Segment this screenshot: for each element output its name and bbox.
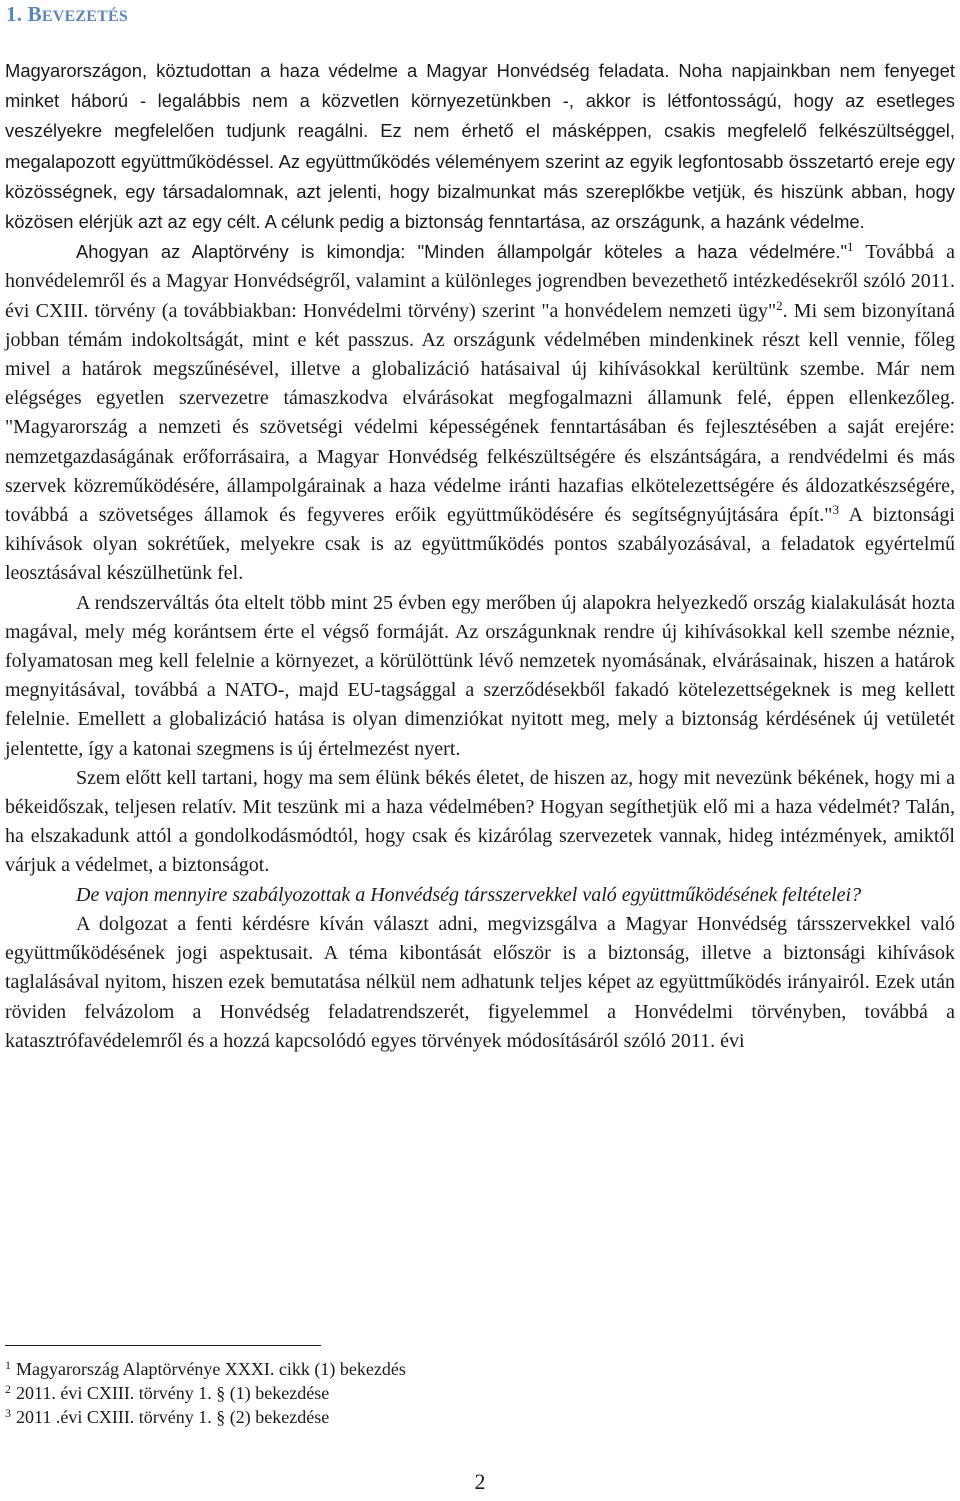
paragraph	[5, 881, 955, 910]
text-run: De vajon mennyire szabályozottak a Honvédség társszervekkel való együttműködésének feltételei?	[76, 883, 862, 906]
paragraph	[5, 764, 955, 881]
footnote-text: 2011. évi CXIII. törvény 1. § (1) bekezdése	[16, 1383, 330, 1404]
paragraph	[5, 910, 955, 1056]
paragraph	[5, 589, 955, 764]
footnote-ref: 1	[847, 239, 854, 255]
footnote	[5, 1357, 905, 1381]
paragraph	[5, 237, 955, 588]
footnote-number: 1	[5, 1358, 11, 1372]
footnote-ref: 3	[832, 502, 839, 518]
text-run: Ahogyan az Alaptörvény is kimondja: "Minden állampolgár köteles a haza védelmére."	[76, 241, 847, 263]
text-run: A dolgozat a fenti kérdésre kíván választ adni, megvizsgálva a Magyar Honvédség társszervekkel való együttműködésének jogi aspektusait. A téma kibontását először is a biztonság, illetve a biztonsági kihívások taglalásával nyitom, hiszen ezek bemutatása nélkül nem adhatunk teljes képet az együttműködés irányairól. Ezek után röviden felvázolom a Honvédség feladatrendszerét, figyelemmel a Honvédelmi törvényben, továbbá a katasztrófavédelemről és a hozzá kapcsolódó egyes törvények módosításáról szóló 2011. évi	[5, 912, 955, 1052]
paragraph	[5, 56, 955, 237]
text-run: Szem előtt kell tartani, hogy ma sem élünk békés életet, de hiszen az, hogy mit nevezünk békének, hogy mi a békeidőszak, teljesen relatív. Mit teszünk mi a haza védelmében? Hogyan segíthetjük elő mi a haza védelmét? Talán, ha elszakadunk attól a gondolkodásmódtól, hogy csak és kizárólag szervezetek vannak, hideg intézmények, amiktől várjuk a védelmet, a biztonságot.	[5, 766, 955, 877]
footnotes	[5, 1357, 905, 1430]
heading-initial: B	[27, 2, 42, 26]
page-number: 2	[474, 1469, 486, 1494]
text-run: . Mi sem bizonyítaná jobban témám indokoltságát, mint e két passzus. Az országunk védelmében mindenkinek részt kell vennie, főleg mivel a határok megszűnésével, illetve a globalizáció hatásaival új kihívásokkal kerültünk szembe. Már nem elégséges egyetlen szervezetre támaszkodva elvárásokat megfogalmazni államunk felé, éppen ellenkezőleg. "Magyarország a nemzeti és szövetségi védelmi képességének fenntartásában és fejlesztésében a saját erejére: nemzetgazdaságának erőforrásaira, a Magyar Honvédség felkészültségére és elszántságára, a rendvédelmi és más szervek közreműködésére, állampolgárainak a haza védelme iránti hazafias elkötelezettségére és áldozatkészségére, továbbá a szövetséges államok és fegyveres erőik együttműködésére és segítségnyújtására épít."	[5, 299, 955, 527]
text-run: A biztonsági kihívások olyan sokrétűek, melyekre csak is az együttműködés pontos szabályozásával, a feladatok egyértelmű leosztásával készülhetünk fel.	[5, 504, 955, 585]
footnote-ref: 2	[776, 297, 783, 313]
heading-number: 1.	[6, 2, 23, 26]
text-run: Továbbá a honvédelemről és a Magyar Honvédségről, valamint a különleges jogrendben bevezethető intézkedésekről szóló 2011. évi CXIII. törvény (a továbbiakban: Honvédelmi törvény) szerint "a honvédelem nemzeti ügy"	[5, 241, 955, 322]
text-run: A rendszerváltás óta eltelt több mint 25 évben egy merőben új alapokra helyezkedő ország kialakulását hozta magával, mely még korántsem érte el végső formáját. Az országunknak rendre új kihívásokkal kell szembe néznie, folyamatosan meg kell felelnie a környezet, a körülöttünk lévő nemzetek nyomásának, elvárásainak, hiszen a határok megnyitásával, továbbá a NATO-, majd EU-tagsággal a szerződésekből fakadó kötelezettségeknek is meg kellett felelnie. Emellett a globalizáció hatása is olyan dimenziókat nyitott meg, mely a biztonság kérdésének új vetületét jelentette, így a katonai szegmens is új értelmezést nyert.	[5, 591, 955, 760]
section-heading	[6, 2, 128, 27]
text-run: Magyarországon, köztudottan a haza védelme a Magyar Honvédség feladata. Noha napjainkban nem fenyeget minket háború - legalábbis nem a közvetlen környezetünkben -, akkor is létfontosságú, hogy az esetleges veszélyekre megfelelően tudjunk reagálni. Ez nem érhető el másképpen, csakis megfelelő felkészültséggel, megalapozott együttműködéssel. Az együttműködés véleményem szerint az egyik legfontosabb összetartó ereje egy közösségnek, egy társadalomnak, azt jelenti, hogy bizalmunkat más szereplőkbe vetjük, és hiszünk abban, hogy közösen elérjük azt az egy célt. A célunk pedig a biztonság fenntartása, az országunk, a hazánk védelme.	[5, 60, 955, 233]
footnote-separator	[5, 1345, 321, 1346]
heading-rest: EVEZETÉS	[41, 8, 128, 25]
footnote-text: Magyarország Alaptörvénye XXXI. cikk (1) bekezdés	[16, 1359, 406, 1379]
footnote-number: 2	[5, 1382, 11, 1397]
footnote-number: 3	[5, 1406, 11, 1421]
body-text	[5, 56, 955, 1056]
footnote-text: 2011 .évi CXIII. törvény 1. § (2) bekezdése	[16, 1407, 330, 1428]
footnote	[5, 1381, 905, 1405]
footnote	[5, 1405, 905, 1429]
